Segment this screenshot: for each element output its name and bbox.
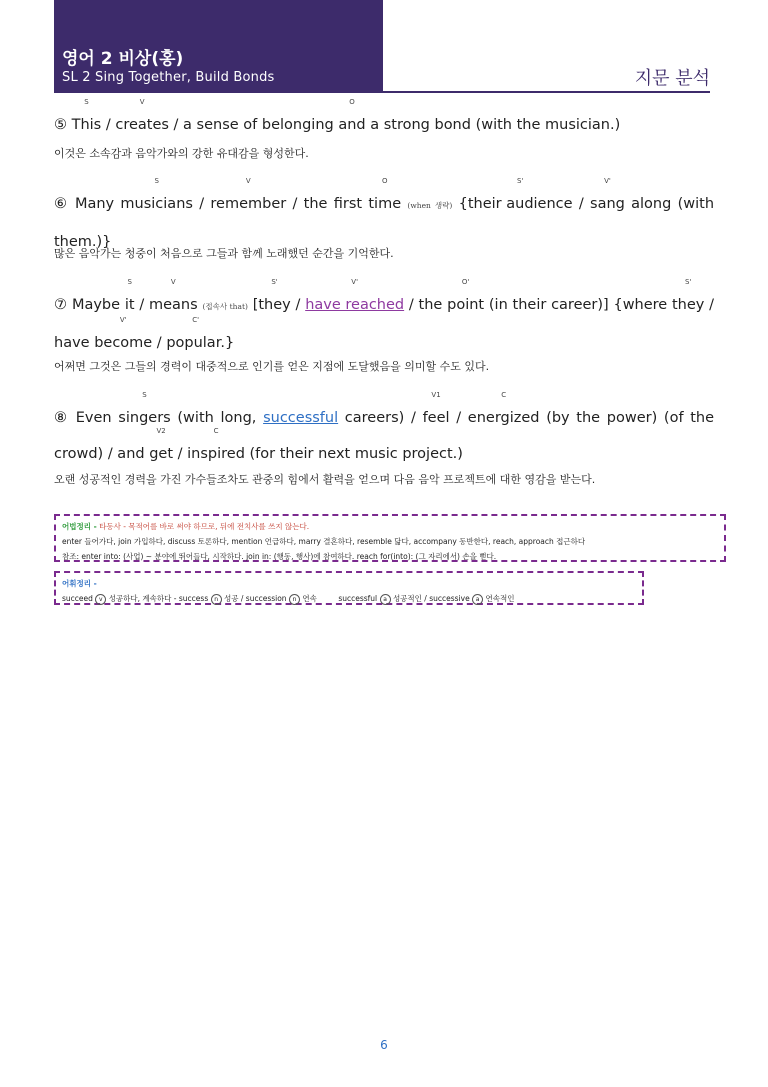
translation-6: 많은 음악가는 청중이 처음으로 그들과 함께 노래했던 순간을 기억한다. bbox=[54, 247, 394, 260]
word-have-reached: V' have reached bbox=[305, 278, 405, 313]
word-inspired: C inspired bbox=[187, 427, 245, 462]
lesson-subtitle: SL 2 Sing Together, Build Bonds bbox=[62, 70, 275, 85]
sentence-8: ⑧ Even S singers (with long, successful careers) / V1 feel / C energized (by the power) (of the crowd) / and V2 get / C inspired (for their next music project.) bbox=[54, 400, 714, 472]
translation-5: 이것은 소속감과 음악가와의 강한 유대감을 형성한다. bbox=[54, 147, 309, 160]
pos-noun-icon: n bbox=[289, 594, 300, 605]
pos-adjective-icon: a bbox=[380, 594, 391, 605]
word-they-2: S' they bbox=[672, 278, 705, 313]
section-title: 지문 분석 bbox=[634, 68, 710, 89]
word-it: S it bbox=[124, 278, 135, 313]
word-singers: S singers bbox=[118, 391, 171, 426]
word-energized: C energized bbox=[467, 391, 540, 426]
note-when-omitted: (when 생략) bbox=[407, 201, 453, 210]
header-divider bbox=[54, 91, 710, 93]
word-musicians: S musicians bbox=[120, 177, 193, 212]
vocab-line: succeed v 성공하다, 계속하다 - success n 성공 / succession n 연속 successful a 성공적인 / successive a 연속적인 bbox=[62, 594, 515, 603]
word-means: V means bbox=[148, 278, 198, 313]
vocab-note-box bbox=[54, 571, 644, 605]
sentence-5: ⑤ S This / V creates / a sense of belonging O and a strong bond (with the musician.) bbox=[54, 107, 714, 143]
vocab-heading: 어휘정리 - bbox=[62, 579, 97, 588]
word-and: O and bbox=[338, 98, 366, 133]
word-popular: C' popular. bbox=[166, 316, 225, 351]
header-banner bbox=[54, 0, 383, 91]
pos-verb-icon: v bbox=[95, 594, 106, 605]
word-point: O' point bbox=[447, 278, 485, 313]
grammar-heading: 어법정리 - bbox=[62, 522, 97, 531]
word-their-audience: S' their audience bbox=[467, 177, 573, 212]
word-remember: V remember bbox=[210, 177, 287, 212]
translation-7: 어쩌면 그것은 그들의 경력이 대중적으로 인기를 얻은 지점에 도달했음을 의미할 수도 있다. bbox=[54, 360, 490, 373]
word-become: V' become bbox=[94, 316, 153, 351]
sentence-6: ⑥ Many S musicians / V remember / the first O time (when 생략) { S' their audience / V' sang along (with them.)} bbox=[54, 177, 715, 250]
grammar-note-box bbox=[54, 514, 726, 562]
word-sang: V' sang bbox=[590, 177, 625, 212]
book-title: 영어 2 비상(홍) bbox=[62, 49, 184, 69]
sentence-7: ⑦ Maybe S it / V means (접속사 that) [ S' they / V' have reached / the O' point (in their career)] {where S' they / have V' become / C' popular.} bbox=[54, 287, 714, 361]
word-successful: successful bbox=[263, 410, 339, 426]
page-number: 6 bbox=[380, 1038, 388, 1052]
word-they: S' they bbox=[258, 278, 291, 313]
word-creates: V creates bbox=[115, 98, 169, 133]
grammar-verbs: enter 들어가다, join 가입하다, discuss 토론하다, mention 언급하다, marry 결혼하다, resemble 닮다, accompany 동반한다, reach, approach 접근하다 bbox=[62, 537, 586, 546]
word-time: O time bbox=[368, 177, 402, 212]
grammar-reference: 참조: enter into: (사업) ~ 분야에 뛰어들다, 시작하다. join in: (행동, 행사)에 참여하다. reach for(into): (그 자리에서) 손을 뻗다. bbox=[62, 552, 497, 561]
note-conjunction-that: (접속사 that) bbox=[202, 302, 248, 311]
translation-8: 오랜 성공적인 경력을 가진 가수들조차도 관중의 힘에서 활력을 얻으며 다음 음악 프로젝트에 대한 영감을 받는다. bbox=[54, 473, 596, 486]
pos-noun-icon: n bbox=[211, 594, 222, 605]
grammar-rule: 타동사 - 목적어를 바로 써야 하므로, 뒤에 전치사를 쓰지 않는다. bbox=[99, 522, 310, 531]
word-feel: V1 feel bbox=[422, 391, 450, 426]
word-this: S This bbox=[71, 98, 102, 133]
word-get: V2 get bbox=[149, 427, 174, 462]
pos-adjective-icon: a bbox=[472, 594, 483, 605]
